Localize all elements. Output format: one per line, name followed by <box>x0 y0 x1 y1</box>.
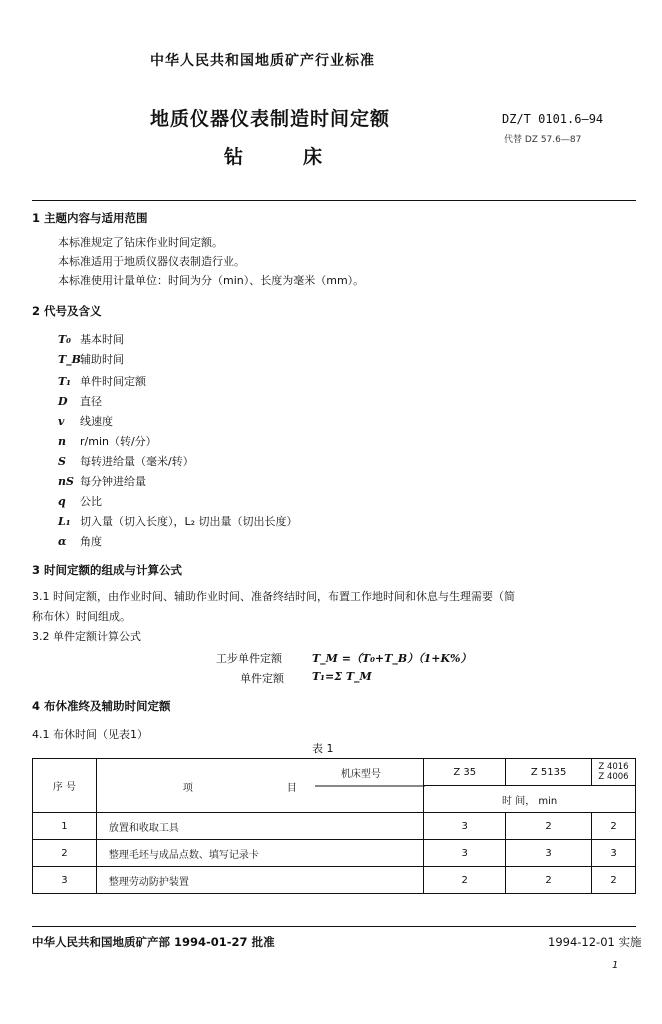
section-1-heading: 1 主题内容与适用范围 <box>32 211 148 225</box>
symbol: q <box>58 495 66 508</box>
subtitle-char-a: 钻 <box>224 146 244 168</box>
table-row <box>33 840 636 867</box>
symbol-desc: 切入量（切入长度），L₂ 切出量（切出长度） <box>80 515 298 528</box>
issuing-organization: 中华人民共和国地质矿产行业标准 <box>150 53 375 69</box>
formula-2-label: 单件定额 <box>240 672 284 685</box>
table-row <box>33 867 636 894</box>
clause-3-1-line-2: 称布休）时间组成。 <box>32 610 131 623</box>
machine-z4016-z4006 <box>592 759 636 786</box>
symbol-row <box>58 331 124 347</box>
row-value: 3 <box>506 840 592 867</box>
symbol-row <box>58 453 194 469</box>
row-value: 3 <box>424 813 506 840</box>
row-value: 2 <box>592 867 636 894</box>
row-value: 2 <box>424 867 506 894</box>
symbol: nS <box>58 475 74 488</box>
symbol: D <box>58 395 68 408</box>
row-value: 3 <box>592 840 636 867</box>
symbol-row <box>58 393 102 409</box>
document-subtitle <box>224 142 382 169</box>
symbol-desc: 公比 <box>80 495 102 508</box>
symbol-row <box>58 351 124 367</box>
symbol-row <box>58 413 113 429</box>
header-item-a: 项 <box>182 783 193 794</box>
formula-2 <box>312 670 372 683</box>
symbol-row <box>58 473 146 489</box>
subtitle-char-b: 床 <box>303 146 323 168</box>
header-item-machine <box>96 759 423 813</box>
symbol: S <box>58 455 66 468</box>
symbol-desc: 基本时间 <box>80 333 124 346</box>
formula-1-label: 工步单件定额 <box>216 652 282 665</box>
section-1-line-3: 本标准使用计量单位：时间为分（min）、长度为毫米（mm）。 <box>58 274 365 287</box>
header-rule <box>32 200 636 201</box>
section-1-line-2: 本标准适用于地质仪器仪表制造行业。 <box>58 255 245 268</box>
symbol: α <box>58 535 67 548</box>
clause-3-2: 3.2 单件定额计算公式 <box>32 630 141 643</box>
row-value: 3 <box>424 840 506 867</box>
machine-z35: Z 35 <box>424 759 506 786</box>
unit-header: 时 间， min <box>424 786 636 813</box>
row-no: 2 <box>33 840 97 867</box>
table-1 <box>32 758 636 894</box>
symbol: v <box>58 415 65 428</box>
row-item: 整理劳动防护装置 <box>96 867 423 894</box>
page-number: 1 <box>612 960 619 971</box>
row-item: 放置和收取工具 <box>96 813 423 840</box>
machine-z4016: Z 4016 <box>598 762 629 772</box>
section-2-heading: 2 代号及含义 <box>32 304 102 318</box>
symbol-row <box>58 433 157 449</box>
document-title: 地质仪器仪表制造时间定额 <box>150 108 391 130</box>
clause-4-1: 4.1 布休时间（见表1） <box>32 728 148 741</box>
table-1-caption: 表 1 <box>312 742 334 755</box>
section-1-line-1: 本标准规定了钻床作业时间定额。 <box>58 236 223 249</box>
symbol: L₁ <box>58 515 71 528</box>
symbol-row <box>58 493 102 509</box>
row-no: 3 <box>33 867 97 894</box>
formula-1 <box>312 650 472 666</box>
symbol-desc: 每分钟进给量 <box>80 475 146 488</box>
row-no: 1 <box>33 813 97 840</box>
row-value: 2 <box>506 867 592 894</box>
replaces-code: 代替 DZ 57.6—87 <box>504 135 582 145</box>
symbol-desc: 线速度 <box>80 415 113 428</box>
clause-3-1-line-1: 3.1 时间定额，由作业时间、辅助作业时间、准备终结时间，布置工作地时间和休息与生理需要（简 <box>32 590 515 603</box>
row-value: 2 <box>592 813 636 840</box>
header-item-b: 目 <box>286 783 297 794</box>
symbol-desc: r/min（转/分） <box>80 435 157 448</box>
formula-2-expr: T₁=Σ T_M <box>312 670 372 683</box>
table-row <box>33 813 636 840</box>
formula-1-expr: T_M =（T₀+T_B）（1+K%） <box>312 652 472 665</box>
symbol: T₀ <box>58 333 72 346</box>
effective-date: 1994-12-01 实施 <box>548 935 642 949</box>
standard-code: DZ/T 0101.6—94 <box>502 112 604 126</box>
machine-z5135: Z 5135 <box>506 759 592 786</box>
symbol: T_B <box>58 353 81 366</box>
symbol: T₁ <box>58 375 72 388</box>
symbol-desc: 单件时间定额 <box>80 375 146 388</box>
section-3-heading: 3 时间定额的组成与计算公式 <box>32 563 183 577</box>
symbol: n <box>58 435 66 448</box>
symbol-row <box>58 533 102 549</box>
section-4-heading: 4 布休准终及辅助时间定额 <box>32 699 171 713</box>
machine-z4006: Z 4006 <box>598 772 629 782</box>
symbol-desc: 每转进给量（毫米/转） <box>80 455 194 468</box>
symbol-desc: 辅助时间 <box>80 353 124 366</box>
approval-line: 中华人民共和国地质矿产部 1994-01-27 批准 <box>32 935 275 949</box>
symbol-row <box>58 373 146 389</box>
symbol-desc: 角度 <box>80 535 102 548</box>
symbol-desc: 直径 <box>80 395 102 408</box>
header-seq: 序 号 <box>33 759 97 813</box>
footer-rule <box>32 926 636 927</box>
row-value: 2 <box>506 813 592 840</box>
header-machine: 机床型号 <box>340 769 381 780</box>
symbol-row <box>58 513 298 529</box>
row-item: 整理毛坯与成品点数、填写记录卡 <box>96 840 423 867</box>
